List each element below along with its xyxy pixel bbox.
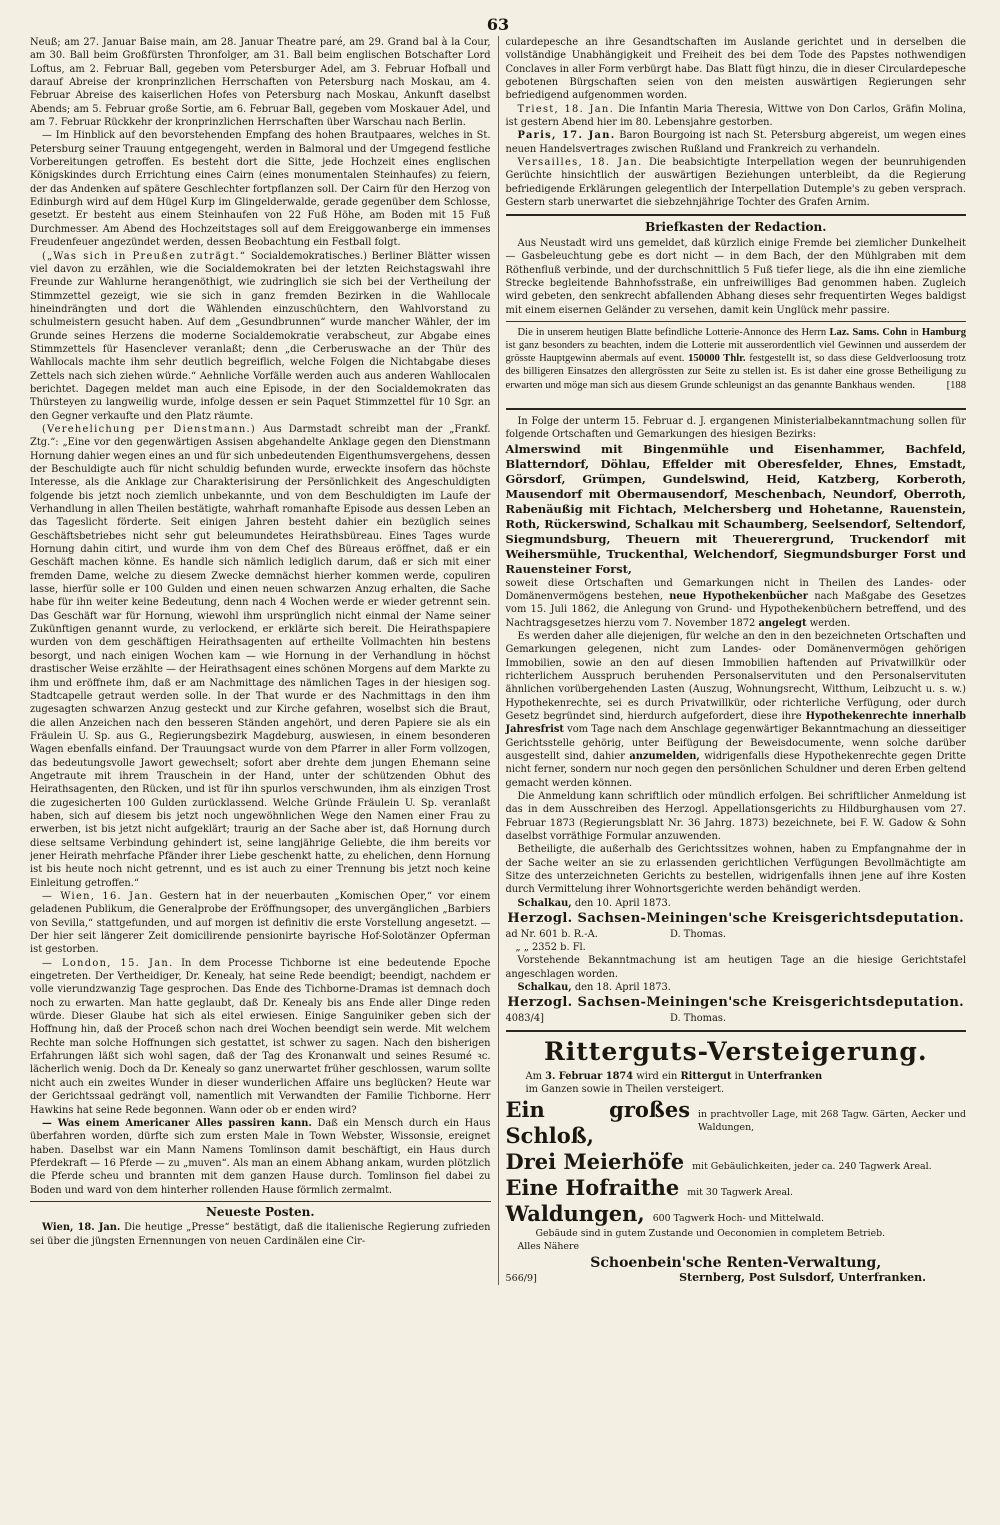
lottery-firm: Laz. Sams. Cohn — [829, 326, 908, 338]
article-heading: — Wien, 16. Jan. — [42, 891, 154, 902]
auction-item-farms: Drei Meierhöfe mit Gebäulichkeiten, jeder ca. 240 Tagwerk Areal. — [505, 1148, 932, 1174]
notice-deadline: Hypothekenrechte innerhalb Jahresfrist — [505, 711, 966, 736]
auction-title: Ritterguts-Versteigerung. — [543, 1036, 928, 1066]
signatory-2: D. Thomas. — [669, 1012, 726, 1024]
article-heading: (Verehelichung per Dienstmann.) — [42, 423, 257, 435]
court-name-2: Herzogl. Sachsen-Meiningen'sche Kreisgerichtsdeputation. — [507, 995, 965, 1011]
article-vienna-opera: — Wien, 16. Jan. Gestern hat in der neuerbauten „Komischen Oper,“ vor einem geladenen Publikum, die Generalprobe der Eröffnungsoper, des unvergänglichen „Barbiers von Sevilla,“ stattgefunden, und auf morgen ist definitiv die erste Vorstellung angesetzt. — Der hier seit längerer Zeit domicilirende pensionirte bayrische Hof-Solotänzer Opferman ist gestorben. — [30, 891, 491, 956]
notice-angelegt: angelegt — [758, 617, 807, 629]
auction-date: 3. Februar 1874 — [545, 1070, 634, 1082]
article-heading: — Was einem Americaner Alles passiren kann. — [42, 1117, 312, 1129]
notice-reference-line: ad Nr. 601 b. R.-A. D. Thomas. — [505, 928, 726, 940]
section-heading-neueste-posten: Neueste Posten. — [205, 1204, 315, 1219]
notice-hypothekenbuecher: neue Hypothekenbücher — [669, 590, 808, 602]
article-circular-continued: culardepesche an ihre Gesandtschaften im Auslande gerichtet und in derselben die vollständige Unabhängigkeit und Freiheit des bei dem Tode des Papstes nothwendigen Conclaves in aller Form verbürgt habe. Das Blatt fügt hinzu, die in dieser Circulardepesche gebotenen Bürgschaften seien von den meisten auswärtigen Regierungen sehr befriedigend aufgenommen worden. — [505, 37, 966, 102]
article-socialdemocrats: („Was sich in Preußen zuträgt.“ Socialdemokratisches.) Berliner Blätter wissen viel davon zu erzählen, wie die Socialdemokraten bei der letzten Reichstagswahl ihre Freunde zur Wahlurne herangenöthigt, wie zudringlich sie sich bei der Vertheilung der Stimmzettel gezeigt, wie sie sich in ganz fremden Bezirken in die Wahllocale hineindrängten und dort die Wählenden einzuschüchtern, den Wahlvorstand zu schulmeistern gesucht haben. Auf dem „Gesundbrunnen“ wurde mancher Wähler, der im Grunde seines Herzens die moderne Socialdemokratie verabscheut, zur Abgabe eines Stimmzettels für Hasenclever veranlaßt; denn „die Cerberuswache an der Thür des Wahllocals machte ihm sehr deutlich begreiflich, welche Folgen die Nichtabgabe dieses Zettels nach sich ziehen würde.“ Aehnliche Vorfälle werden auch aus anderen Wahllocalen berichtet. Dagegen meldet man auch eine Episode, in der den Socialdemokraten das Thürsteyen zu langweilig wurde, infolge dessen er sein Paquet Stimmzettel für 10 Sgr. an den Gegner verkaufte und den Platz räumte. — [30, 250, 491, 422]
divider — [506, 1030, 967, 1032]
article-heading: Wien, 18. Jan. — [42, 1222, 121, 1234]
divider — [506, 214, 967, 216]
notice-place-list: Almerswind mit Bingenmühle und Eisenhammer, Bachfeld, Blatterndorf, Döhlau, Effelder mit Oberesfelder, Ehnes, Emstadt, Görsdorf, Grümpen, Gundelswind, Heid, Katzberg, Korberoth, Mausendorf mit Obermausendorf, Meschenbach, Neundorf, Oberroth, Rabenäußig mit Fichtach, Melchersberg und Hohetanne, Rauenstein, Roth, Rückerswind, Schalkau mit Schaumberg, Seelsendorf, Seltendorf, Siegmundsburg, Theuern mit Theuerergrund, Truckendorf mit Weihersmühle, Truckenthal, Welchendorf, Siegmundsburger Forst und Rauensteiner Forst, — [505, 441, 966, 576]
article-versailles: Versailles, 18. Jan. Die beabsichtigte Interpellation wegen der beunruhigenden Gerüchte hinsichtlich der auswärtigen Beziehungen unterbleibt, da die Regierung befriedigende Erklärungen gelegentlich der Interpellation Dutemple's zu geben versprach. Gestern starb unerwartet die siebzehnjährige Tochter des Grafen Arnim. — [505, 157, 966, 209]
notice-representatives: Betheiligte, die außerhalb des Gerichtssitzes wohnen, haben zu Empfangnahme der in der Sache weiter an sie zu erlassenden gerichtlichen Verfügungen Bevollmächtigte am Sitze des unterzeichneten Gerichts zu bestellen, widrigenfalls ihnen jene auf ihre Kosten durch Vermittelung ihrer Wohnortsgerichte werden behändigt werden. — [505, 844, 966, 896]
auction-address: Sternberg, Post Sulsdorf, Unterfranken. — [679, 1270, 926, 1284]
divider — [30, 1201, 491, 1202]
notice-body: soweit diese Ortschaften und Gemarkungen nicht in Theilen des Landes- oder Domänenvermögens bestehen, neue Hypothekenbücher nach Maßgabe des Gesetzes vom 15. Juli 1862, die Anlegung von Grund- und Hypothekenbüchern betreffend, und des Nachtragsgesetzes hierzu vom 7. November 1872 angelegt werden. — [505, 577, 966, 629]
article-heading: Paris, 17. Jan. — [517, 130, 616, 142]
right-column — [505, 36, 967, 1285]
auction-item-forests: Waldungen, 600 Tagwerk Hoch- und Mittelwald. — [505, 1200, 824, 1226]
auction-condition: Gebäude sind in gutem Zustande und Oeconomien in completem Betrieb. — [535, 1227, 886, 1239]
auction-firm: Schoenbein'sche Renten-Verwaltung, — [590, 1255, 882, 1272]
page-number: 63 — [486, 15, 510, 34]
lottery-notice: Die in unserem heutigen Blatte befindliche Lotterie-Annonce des Herrn Laz. Sams. Cohn in Hamburg ist ganz besonders zu beachten, indem die Lotterie mit ausserordentlich viel Gewinnen und ausserdem der grösste Hauptgewinn abermals auf event. 150000 Thlr. festgestellt ist, so dass diese Geldverloosung trotz des billigeren Einsatzes den allergrössten zur Seite zu stellen ist. Es ist daher eine grosse Betheiligung zu erwarten und möge man sich aus diesem Grunde schleunigst an das genannte Bankhaus wenden. [188 — [505, 326, 966, 391]
article-heading: — London, 15. Jan. — [42, 957, 174, 969]
notice-posted: Vorstehende Bekanntmachung ist am heutigen Tage an die hiesige Gerichtstafel angeschlagen worden. — [505, 955, 966, 980]
notice-reference-line-3: 4083/4] D. Thomas. — [505, 1012, 726, 1024]
article-vienna-presse: Wien, 18. Jan. Die heutige „Presse“ bestätigt, daß die italienische Regierung zufrieden sei über die jüngsten Ernennungen von neuen Cardinälen eine Cir- — [30, 1222, 491, 1247]
auction-details-label: Alles Nähere — [517, 1240, 580, 1252]
notice-signature-date-2: Schalkau, den 18. April 1873. — [517, 981, 671, 993]
auction-intro: Am 3. Februar 1874 wird ein Rittergut in Unterfranken im Ganzen sowie in Theilen versteigert. — [525, 1070, 823, 1096]
auction-item-castle: Ein großes Schloß, in prachtvoller Lage, mit 268 Tagw. Gärten, Aecker und Waldungen, — [505, 1096, 966, 1148]
left-column — [30, 36, 499, 1285]
article-court-schedule: Neuß; am 27. Januar Baise main, am 28. Januar Theatre paré, am 29. Grand bal à la Cour, am 30. Ball beim Großfürsten Thronfolger, am 31. Ball beim englischen Botschafter Lord Loftus, am 2. Februar Ball, gegeben vom Petersburger Adel, am 3. Februar Hofball und darauf Abreise der kronprinzlichen Herrschaften von Petersburg nach Moskau, am 4. Februar Abreise des kaiserlichen Hofes von Petersburg nach Moskau, Ankunft daselbst Abends; am 5. Februar große Sortie, am 6. Februar Ball, gegeben vom Moskauer Adel, und am 7. Februar Rückkehr der kronprinzlichen Herrschaften über Warschau nach Berlin. — [30, 37, 491, 129]
notice-anzumelden: anzumelden, — [629, 751, 700, 763]
lottery-city: Hamburg — [921, 326, 966, 338]
section-heading-briefkasten: Briefkasten der Redaction. — [645, 220, 827, 235]
notice-call: Es werden daher alle diejenigen, für welche an den in den bezeichneten Ortschaften und Gemarkungen gelegenen, nicht zum Landes- oder Domänenvermögen gehörigen Immobilien, sowie an den auf diesen Immobilien haftenden auf Privatwillkür oder richterlichem Ausspruch beruhenden Personalservituten und den Personalservituten ähnlichen vorübergehenden Lasten (Auszug, Wohnungsrecht, Witthum, Leibzucht u. s. w.) Hypothekenrechte, sei es durch Privatwillkür, oder richterliche Verfügung, oder durch Gesetz begründet sind, hierdurch aufgefordert, diese ihre Hypothekenrechte innerhalb Jahresfrist vom Tage nach dem Anschlage gegenwärtiger Bekanntmachung an diesseitiger Gerichtsstelle gehörig, unter Beifügung der Beweisdocumente, wenn solche darüber ausgestellt sind, dahier anzumelden, widrigenfalls diese Hypothekenrechte gegen Dritte nicht ferner, sondern nur noch gegen den persönlichen Schuldner und deren Erben geltend gemacht werden können. — [505, 630, 966, 789]
notice-intro: In Folge der unterm 15. Februar d. J. ergangenen Ministerialbekanntmachung sollen für folgende Ortschaften und Gemarkungen des hiesigen Bezirks: — [505, 415, 966, 441]
article-triest: Triest, 18. Jan. Die Infantin Maria Theresia, Wittwe von Don Carlos, Gräfin Molina, ist gestern Abend hier im 80. Lebensjahre gestorben. — [505, 103, 966, 129]
article-marriage-by-porter: (Verehelichung per Dienstmann.) Aus Darmstadt schreibt man der „Frankf. Ztg.“: „Eine vor den gegenwärtigen Assisen abgehandelte Anklage gegen den Dienstmann Hornung dahier wegen eines an und für sich unbedeutenden Eigenthumsvergehens, dessen der Beschuldigte auch für nicht schuldig befunden wurde, erweckte insofern das höchste Interesse, als die Anklage zur Charakterisirung der Persönlichkeit des Angeschuldigten folgende bis jetzt noch ziemlich unbekannte, und von dem Beschuldigten im Laufe der Verhandlung in allen Theilen bestätigte, wahrhaft romanhafte Episode aus dessen Leben an das Tageslicht förderte. Seit einigen Jahren besteht dahier ein bezüglich seines Geschäftsbetriebes nicht sehr gut beleumundetes Heirathsbüreau. Eines Tages wurde Hornung dahin citirt, und wurde ihm von dem Chef des Büreaus eröffnet, daß er ein Geschäft machen könne. Es handle sich nämlich lediglich darum, daß er sich mit einer fremden Dame, welche zu diesem Zwecke demnächst hierher kommen werde, copuliren lasse, hierfür solle er 100 Gulden und einen neuen schwarzen Anzug erhalten, die Sache habe für ihn weiter keine Bedeutung, denn nach 4 Wochen werde er wieder getrennt sein. Das Geschäft war für Hornung, wiewohl ihm ursprünglich nicht einmal der Name seiner Zukünftigen genannt wurde, zu verlockend, er erklärte sich bereit. Die Heirathspapiere wurden von dem geschäftigen Heirathsagenten auf ertheilte Vollmachten hin bestens besorgt, und nach einigen Wochen kam — wie Hornung in der Verhandlung in höchst drastischer Weise erzählte — der Heirathsagent eines schönen Morgens auf dem Markte zu ihm und eröffnete ihm, daß er am Nachmittage des nämlichen Tages in der hiesigen sog. Stadtcapelle getraut werden solle. In der That wurde er des Nachmittags in den ihm zugesagten schwarzen Anzug gesteckt und zur Kirche gefahren, woselbst sich die Braut, die allen Anzeichen nach den besseren Ständen angehört, und deren Papiere sie als ein Fräulein U. Sp. aus G., Regierungsbezirk Magdeburg, auswiesen, in einem besonderen Wagen ebenfalls einfand. Der Trauungsact wurde von dem Pfarrer in aller Form vollzogen, das bedeutungsvolle Jawort gewechselt; sofort aber drehte dem jungen Ehemann seine Angetraute mit ihrem Trauschein in der Hand, unter der schützenden Obhut des Heirathsagenten, den Rücken, und ist für ihn spurlos verschwunden, ihm als einzigen Trost die zugesicherten 100 Gulden zurücklassend. Welche Gründe Fräulein U. Sp. veranlaßt haben, sich auf diesem bis jetzt noch ungewöhnlichen Wege den Namen einer Frau zu erwerben, ist bis jetzt nicht aufgeklärt; traurig an der Sache aber ist, daß Hornung durch diese seltsame Verbindung gehindert ist, seine langjährige Geliebte, die ihm bereits vor jener Heirath mehrfache Pfänder ihrer Liebe geschenkt hatte, zu ehelichen, denn Hornung ist bis heute noch nicht getrennt, und es ist auch zu einer Trennung bis jetzt noch keine Einleitung getroffen.“ — [30, 423, 491, 889]
article-balmoral: — Im Hinblick auf den bevorstehenden Empfang des hohen Brautpaares, welches in St. Petersburg seiner Trauung entgegengeht, werden in Balmoral und der Umgegend festliche Vorbereitungen getroffen. Es besteht dort die Sitte, jede Hochzeit eines englischen Königskindes durch Errichtung eines Cairn (eines monumentalen Steinhaufes) zu feiern, der das Andenken auf spätere Geschlechter fortpflanzen soll. Der Cairn für den Herzog von Edinburgh wird auf dem Hügel Kurp im Glingelderwalde, gerade gegenüber dem Schlosse, gesetzt. Er besteht aus einem Steinhaufen von 22 Fuß Höhe, am Boden mit 15 Fuß Durchmesser. Am Abend des Hochzeitstages soll auf dem Ereiggowanberge ein immenses Freudenfeuer angezündet werden, dessen Beobachtung ein Festball folgt. — [30, 130, 491, 249]
auction-item-estate: Eine Hofraithe mit 30 Tagwerk Areal. — [505, 1174, 794, 1200]
article-heading: Triest, 18. Jan. — [517, 103, 614, 115]
article-london-tichborne: — London, 15. Jan. In dem Processe Tichborne ist eine bedeutende Epoche eingetreten. Der Vertheidiger, Dr. Kenealy, hat seine Rede beendigt; beendigt, nachdem er volle vierundzwanzig Tage gesprochen. Das Ende des Tichborne-Dramas ist demnach doch noch zu erwarten. Man hatte geglaubt, daß Dr. Kenealy bis ans Ende aller Dinge reden würde. Dieser Glaube hat sich als eitel erwiesen. Einige Sanguiniker geben sich der Hoffnung hin, daß der Proceß schon nach drei Wochen beendigt sein werde. Mit welchem Rechte man solche Hoffnungen sich gestattet, ist schwer zu sagen. Nach den bisherigen Erfahrungen läßt sich wohl sagen, daß der Tag des Kronanwalt und seines Resumé ꝛc. lächerlich wenig. Doch da Dr. Kenealy so ganz unerwartet früher geschlossen, warum sollte nicht auch ein zweites Wunder in dieser wunderlichen Affaire uns beglücken? Heute war der Gerichtssaal gedrängt voll, namentlich mit Verwandten der Familie Tichborne. Herr Hawkins hat seine Rede begonnen. Wann oder ob er enden wird? — [30, 957, 491, 1116]
notice-reference-line-2: „ „ 2352 b. Fl. — [515, 941, 586, 953]
divider — [506, 408, 967, 410]
auction-address-line: 566/9] Sternberg, Post Sulsdorf, Unterfranken. — [505, 1270, 926, 1284]
lottery-amount: 150000 Thlr. — [688, 353, 746, 365]
signatory: D. Thomas. — [669, 928, 726, 940]
notice-registration: Die Anmeldung kann schriftlich oder mündlich erfolgen. Bei schriftlicher Anmeldung ist das in dem Ausschreiben des Herzogl. Appellationsgerichts zu Hildburghausen vom 27. Februar 1873 (Regierungsblatt Nr. 36 Jahrg. 1873) bezeichnete, bei F. W. Gadow & Sohn daselbst vorräthige Formular anzuwenden. — [505, 791, 966, 843]
divider — [506, 321, 967, 322]
notice-signature-date: Schalkau, den 10. April 1873. — [517, 897, 671, 909]
court-name: Herzogl. Sachsen-Meiningen'sche Kreisgerichtsdeputation. — [507, 911, 965, 927]
letter-neustadt: Aus Neustadt wird uns gemeldet, daß kürzlich einige Fremde bei ziemlicher Dunkelheit — Gasbeleuchtung gebe es dort nicht — in dem Bach, der den Mühlgraben mit dem Röthenfluß verbinde, und der durchschnittlich 5 Fuß tiefer liege, als die ihn eine ziemliche Strecke begleitende Bahnhofsstraße, ein unfreiwilliges Bad genommen haben. Zugleich wird gebeten, den senkrecht abfallenden Abhang dieses sehr frequentirten Weges baldigst mit einem eisernen Geländer zu versehen, damit kein Unglück mehr passire. — [505, 237, 966, 316]
article-american-house: — Was einem Americaner Alles passiren kann. Daß ein Mensch durch ein Haus überfahren worden, dürfte sich zum ersten Male in Town Webster, Wissonsie, ereignet haben. Daselbst war ein Mann Namens Tomlinson damit beschäftigt, ein Haus durch Pferdekraft — 16 Pferde — zu „muven“. Als man an einem Abhang ankam, wurden plötzlich die Pferde scheu und brannten mit dem ganzen Hause durch. Tomlinson fiel dabei zu Boden und ward von dem hinterher rollenden Hause förmlich zermalmt. — [30, 1117, 491, 1196]
article-paris: Paris, 17. Jan. Baron Bourgoing ist nach St. Petersburg abgereist, um wegen eines neuen Handelsvertrages zwischen Rußland und Frankreich zu verhandeln. — [505, 130, 966, 155]
article-heading: Versailles, 18. Jan. — [517, 157, 643, 169]
article-heading: („Was sich in Preußen zuträgt.“ — [42, 250, 247, 262]
lottery-ref: [188 — [946, 379, 966, 391]
